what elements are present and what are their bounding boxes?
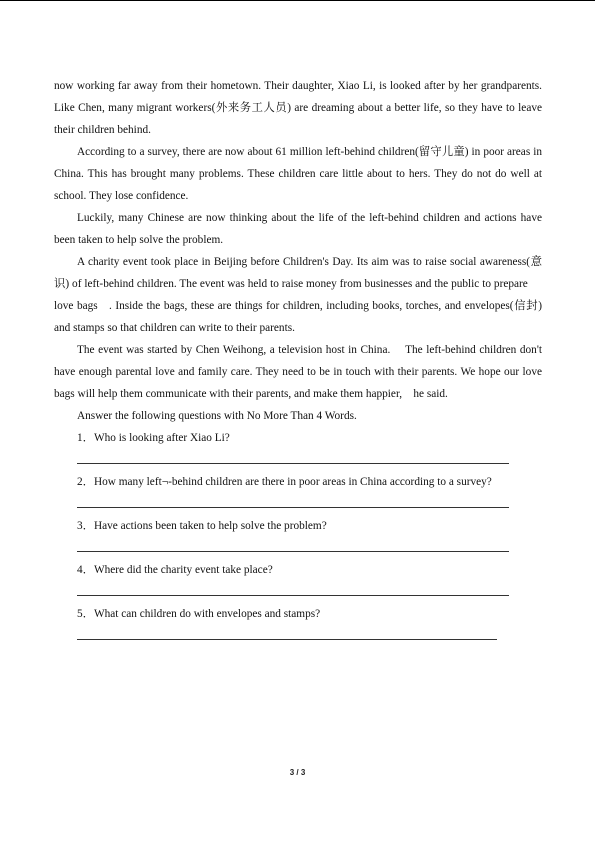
question-number: 3． xyxy=(77,520,94,532)
question-5 xyxy=(54,603,542,647)
paragraph-1: now working far away from their hometown. Their daughter, Xiao Li, is looked after by her grandparents. Like Chen, many migrant workers(外来务工人员) are dreaming about a better life, so they have to leave their children behind. xyxy=(54,80,542,136)
question-text: What can children do with envelopes and stamps? xyxy=(93,608,321,620)
answer-line-5[interactable] xyxy=(77,625,542,647)
question-1 xyxy=(54,427,542,471)
paragraph-5: The event was started by Chen Weihong, a television host in China. The left-behind children don't have enough parental love and family care. They need to be in touch with their parents. We hope our love bags will help them communicate with their parents, and make them happier, he said. xyxy=(54,344,542,400)
question-4 xyxy=(54,559,542,603)
question-number: 1． xyxy=(77,432,94,444)
paragraph-2: According to a survey, there are now about 61 million left-behind children(留守儿童) in poor areas in China. This has brought many problems. These children care little about to hers. They do not do well at school. They lose confidence. xyxy=(54,146,542,202)
answer-line-4[interactable] xyxy=(77,581,542,603)
header-rule xyxy=(0,0,595,1)
question-number: 4． xyxy=(77,564,94,576)
document-body xyxy=(54,75,542,647)
answer-line-1[interactable] xyxy=(77,449,542,471)
question-3 xyxy=(54,515,542,559)
question-number: 2． xyxy=(77,476,94,488)
question-text: How many left¬-behind children are there in poor areas in China according to a survey? xyxy=(93,476,492,488)
question-2 xyxy=(54,471,542,515)
question-text: Have actions been taken to help solve the problem? xyxy=(93,520,327,532)
question-text: Where did the charity event take place? xyxy=(93,564,273,576)
instruction-text: Answer the following questions with No More Than 4 Words. xyxy=(77,410,357,422)
paragraph-3: Luckily, many Chinese are now thinking about the life of the left-behind children and actions have been taken to help solve the problem. xyxy=(54,212,542,246)
question-number: 5． xyxy=(77,608,94,620)
paragraph-4: A charity event took place in Beijing before Children's Day. Its aim was to raise social awareness(意识) of left-behind children. The event was held to raise money from businesses and the public to prepare love bags . Inside the bags, these are things for children, including books, torches, and envelopes(信封) and stamps so that children can write to their parents. xyxy=(54,256,542,334)
answer-line-2[interactable] xyxy=(77,493,542,515)
answer-line-3[interactable] xyxy=(77,537,542,559)
question-text: Who is looking after Xiao Li? xyxy=(93,432,230,444)
page-number: 3 / 3 xyxy=(289,768,306,777)
